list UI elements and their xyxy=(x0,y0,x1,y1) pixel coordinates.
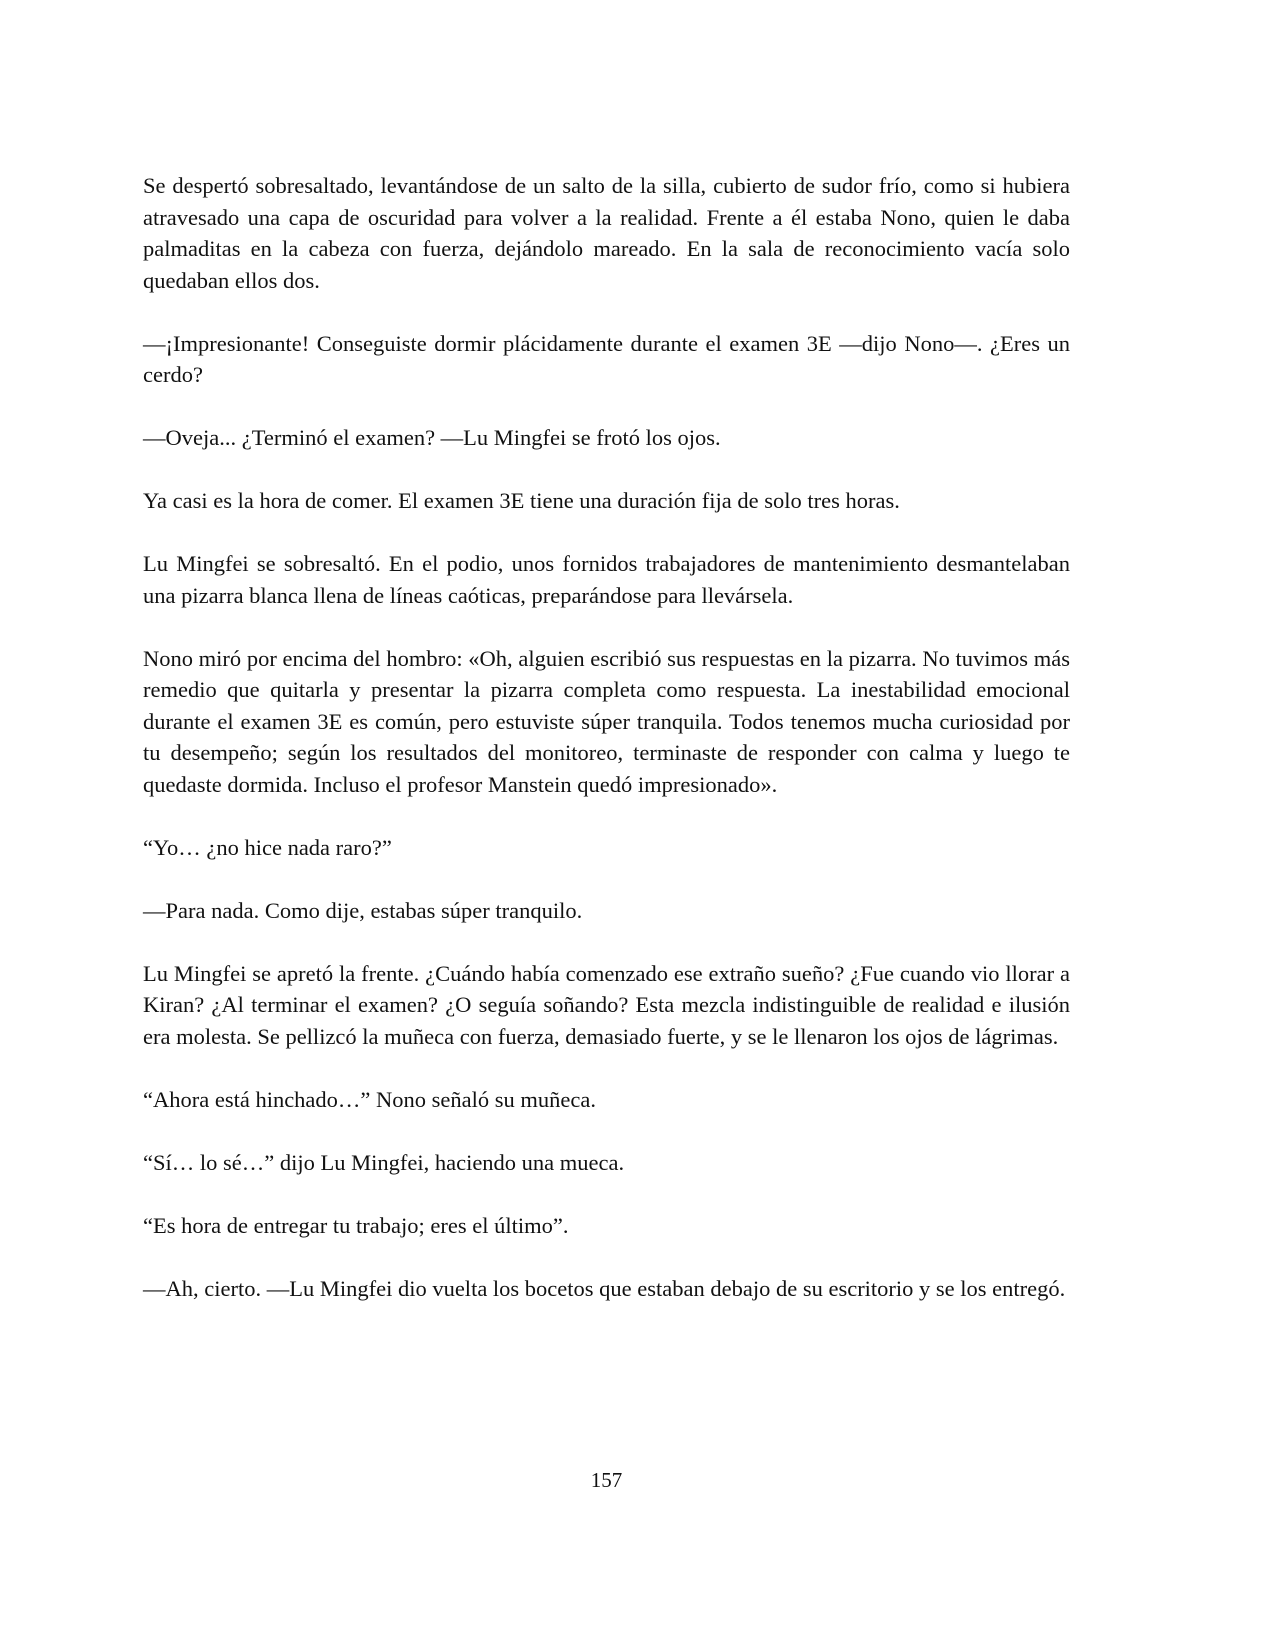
paragraph: —Para nada. Como dije, estabas súper tranquilo. xyxy=(143,897,583,923)
paragraph: Se despertó sobresaltado, levantándose de un salto de la silla, cubierto de sudor frío, como si hubiera atravesado una capa de oscuridad para volver a la realidad. Frente a él estaba Nono, quien le daba palmaditas en la cabeza con fuerza, dejándolo mareado. En la sala de reconocimiento vacía solo quedaban ellos dos. xyxy=(143,173,1070,293)
paragraph: Lu Mingfei se sobresaltó. En el podio, unos fornidos trabajadores de mantenimiento desmantelaban una pizarra blanca llena de líneas caóticas, preparándose para llevársela. xyxy=(143,551,1070,608)
page-number: 157 xyxy=(590,1468,623,1492)
paragraph: “Es hora de entregar tu trabajo; eres el último”. xyxy=(143,1212,569,1238)
paragraph: “Yo… ¿no hice nada raro?” xyxy=(143,834,392,860)
paragraph: “Sí… lo sé…” dijo Lu Mingfei, haciendo una mueca. xyxy=(143,1149,625,1175)
paragraph: Ya casi es la hora de comer. El examen 3E tiene una duración fija de solo tres horas. xyxy=(143,488,900,513)
paragraph: Lu Mingfei se apretó la frente. ¿Cuándo había comenzado ese extraño sueño? ¿Fue cuando vio llorar a Kiran? ¿Al terminar el examen? ¿O seguía soñando? Esta mezcla indistinguible de realidad e ilusión era molesta. Se pellizcó la muñeca con fuerza, demasiado fuerte, y se le llenaron los ojos de lágrimas. xyxy=(143,960,1070,1049)
paragraph: Nono miró por encima del hombro: «Oh, alguien escribió sus respuestas en la pizarra. No tuvimos más remedio que quitarla y presentar la pizarra completa como respuesta. La inestabilidad emocional durante el examen 3E es común, pero estuviste súper tranquila. Todos tenemos mucha curiosidad por tu desempeño; según los resultados del monitoreo, terminaste de responder con calma y luego te quedaste dormida. Incluso el profesor Manstein quedó impresionado». xyxy=(143,645,1070,797)
body-text xyxy=(143,170,1070,1336)
paragraph: —Ah, cierto. —Lu Mingfei dio vuelta los bocetos que estaban debajo de su escritorio y se los entregó. xyxy=(143,1275,1066,1301)
paragraph: —Oveja... ¿Terminó el examen? —Lu Mingfei se frotó los ojos. xyxy=(143,425,721,450)
paragraph: “Ahora está hinchado…” Nono señaló su muñeca. xyxy=(143,1086,596,1112)
paragraph: —¡Impresionante! Conseguiste dormir plácidamente durante el examen 3E —dijo Nono—. ¿Eres un cerdo? xyxy=(143,330,1070,387)
